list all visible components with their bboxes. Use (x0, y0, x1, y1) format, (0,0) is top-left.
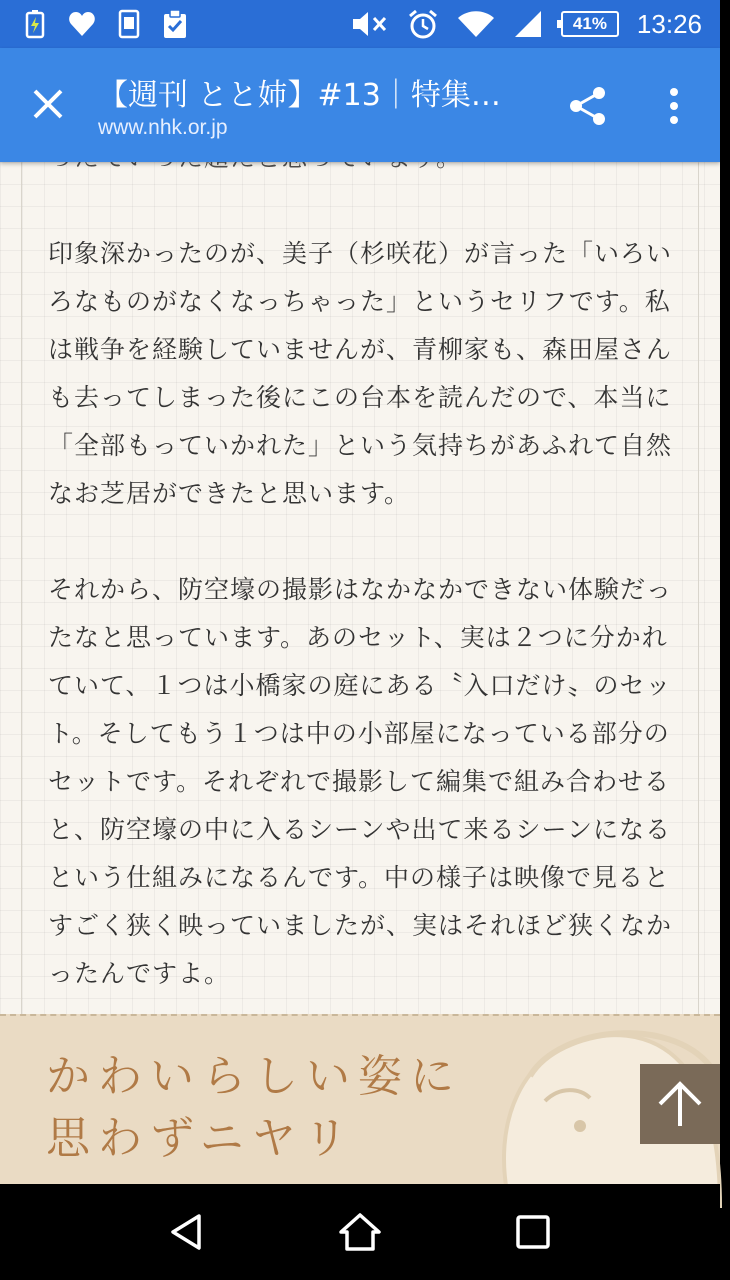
home-button[interactable] (332, 1204, 388, 1260)
article-paragraph: それから、防空壕の撮影はなかなかできない体験だったなと思っています。あのセット、実は２つに分かれていて、１つは小橋家の庭にある〝入口だけ〟のセット。そしてもう１つは中の小部屋になっている部分のセットです。それぞれで撮影して編集で組み合わせると、防空壕の中に入るシーンや出て来るシーンになるという仕組みになるんです。中の様子は映像で見るとすごく狭く映っていましたが、実はそれほど狭くなかったんですよ。 (48, 575, 673, 988)
more-options-icon[interactable] (656, 84, 692, 128)
battery-indicator: 41% (561, 11, 619, 37)
section-banner (0, 1014, 720, 1184)
close-icon[interactable] (22, 78, 74, 130)
mute-icon (351, 9, 389, 39)
page-margin-left (0, 162, 22, 1017)
recents-square-icon (515, 1214, 551, 1250)
clipboard-check-icon (162, 9, 188, 39)
wifi-icon (457, 9, 495, 39)
article-paragraph: 印象深かったのが、美子（杉咲花）が言った「いろいろなものがなくなっちゃった」というセリフです。私は戦争を経験していませんが、青柳家も、森田屋さんも去ってしまった後にこの台本を読んだので、本当に「全部もっていかれた」という気持ちがあふれて自然なお芝居ができたと思います。 (48, 239, 673, 508)
article-content (0, 162, 720, 1184)
back-triangle-icon (167, 1212, 207, 1252)
page-margin-right (698, 162, 720, 1017)
article-body (48, 134, 674, 1046)
clock: 13:26 (636, 8, 702, 39)
battery-charging-icon (24, 9, 46, 39)
page-title: 【週刊 とと姉】#13｜特集… (98, 78, 501, 113)
scroll-to-top-button[interactable] (640, 1064, 720, 1144)
home-icon (338, 1212, 382, 1252)
sim-icon (118, 9, 140, 39)
signal-icon (513, 9, 543, 39)
heart-icon (68, 11, 96, 37)
banner-line-2: 思わずニヤリ (46, 1113, 356, 1164)
banner-line-1: かわいらしい姿に (46, 1051, 462, 1102)
recent-apps-button[interactable] (505, 1204, 561, 1260)
banner-heading (46, 1046, 462, 1170)
alarm-icon (407, 8, 439, 40)
arrow-up-icon (652, 1076, 708, 1132)
page-url: www.nhk.or.jp (98, 116, 228, 139)
navigation-bar (0, 1184, 720, 1280)
browser-toolbar (0, 48, 720, 162)
status-bar (0, 0, 720, 48)
back-button[interactable] (159, 1204, 215, 1260)
share-icon[interactable] (566, 84, 610, 128)
